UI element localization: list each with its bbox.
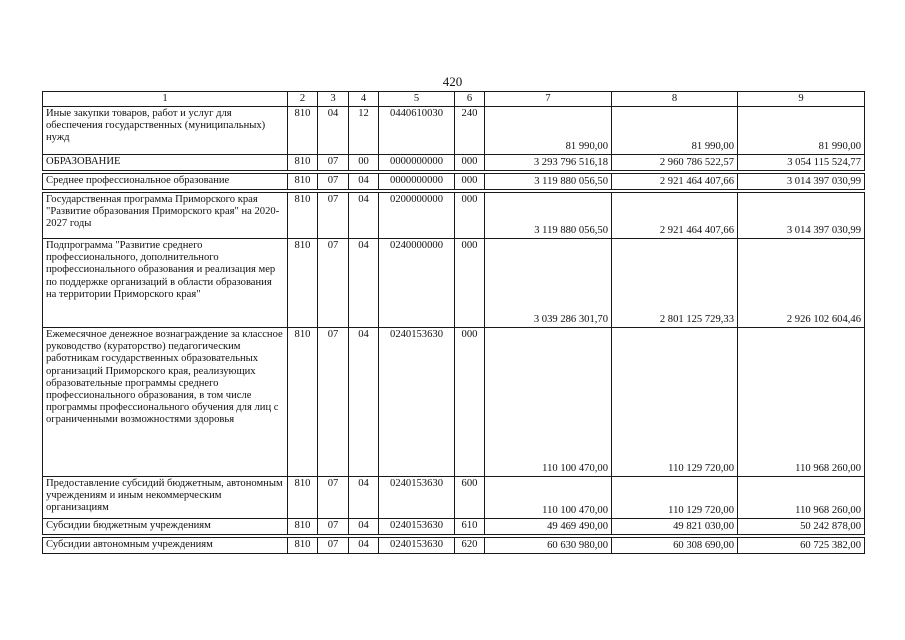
row-code-6: 000 [455,328,485,477]
row-code-6: 600 [455,477,485,519]
row-value-8: 2 960 786 522,57 [612,155,738,171]
row-value-9: 81 990,00 [738,107,865,155]
row-code-5: 0240153630 [379,328,455,477]
row-code-4: 04 [349,477,379,519]
row-code-6: 000 [455,239,485,328]
header-cell: 3 [318,92,349,107]
table-row [43,538,865,554]
row-value-9: 3 014 397 030,99 [738,174,865,190]
row-value-7: 49 469 490,00 [485,519,612,535]
row-value-8: 110 129 720,00 [612,477,738,519]
row-value-8: 2 801 125 729,33 [612,239,738,328]
row-name: Иные закупки товаров, работ и услуг для обеспечения государственных (муниципальных) нужд [43,107,288,155]
row-code-5: 0240153630 [379,538,455,554]
row-code-3: 04 [318,107,349,155]
row-name: Государственная программа Приморского края "Развитие образования Приморского края" на 2020-2027 годы [43,193,288,239]
row-code-2: 810 [288,155,318,171]
row-code-5: 0440610030 [379,107,455,155]
header-cell: 1 [43,92,288,107]
row-code-5: 0240000000 [379,239,455,328]
row-code-3: 07 [318,239,349,328]
row-value-7: 60 630 980,00 [485,538,612,554]
header-cell: 5 [379,92,455,107]
row-value-7: 3 039 286 301,70 [485,239,612,328]
table-row [43,155,865,171]
row-code-2: 810 [288,477,318,519]
table-row [43,193,865,239]
row-name: Среднее профессиональное образование [43,174,288,190]
row-name: ОБРАЗОВАНИЕ [43,155,288,171]
page-number: 420 [442,74,463,89]
row-code-2: 810 [288,107,318,155]
row-value-8: 60 308 690,00 [612,538,738,554]
row-value-7: 3 293 796 516,18 [485,155,612,171]
row-value-8: 2 921 464 407,66 [612,193,738,239]
row-code-5: 0200000000 [379,193,455,239]
row-name: Субсидии автономным учреждениям [43,538,288,554]
row-value-7: 3 119 880 056,50 [485,193,612,239]
row-code-3: 07 [318,174,349,190]
row-value-9: 3 014 397 030,99 [738,193,865,239]
header-cell: 4 [349,92,379,107]
row-code-6: 620 [455,538,485,554]
row-value-8: 81 990,00 [612,107,738,155]
table-row [43,477,865,519]
row-code-5: 0240153630 [379,519,455,535]
row-code-5: 0000000000 [379,174,455,190]
row-name: Предоставление субсидий бюджетным, автономным учреждениям и иным некоммерческим организациям [43,477,288,519]
row-code-5: 0000000000 [379,155,455,171]
row-value-9: 60 725 382,00 [738,538,865,554]
row-code-6: 000 [455,174,485,190]
row-code-2: 810 [288,193,318,239]
table-row [43,174,865,190]
row-code-4: 04 [349,328,379,477]
row-value-7: 110 100 470,00 [485,477,612,519]
row-code-2: 810 [288,538,318,554]
row-value-9: 3 054 115 524,77 [738,155,865,171]
row-value-8: 110 129 720,00 [612,328,738,477]
header-row [43,92,865,107]
row-code-3: 07 [318,193,349,239]
row-name: Подпрограмма "Развитие среднего профессионального, дополнительного профессионального образования и реализация мер по поддержке организаций в области образования на территории Приморского края" [43,239,288,328]
row-value-9: 50 242 878,00 [738,519,865,535]
budget-table [42,91,865,554]
row-code-3: 07 [318,519,349,535]
header-cell: 2 [288,92,318,107]
row-code-6: 610 [455,519,485,535]
row-value-9: 110 968 260,00 [738,477,865,519]
row-code-6: 000 [455,155,485,171]
row-code-4: 04 [349,174,379,190]
row-code-2: 810 [288,328,318,477]
row-value-9: 110 968 260,00 [738,328,865,477]
row-value-8: 2 921 464 407,66 [612,174,738,190]
row-code-4: 04 [349,519,379,535]
row-code-3: 07 [318,477,349,519]
header-cell: 9 [738,92,865,107]
row-value-9: 2 926 102 604,46 [738,239,865,328]
header-cell: 7 [485,92,612,107]
row-value-7: 110 100 470,00 [485,328,612,477]
table-row [43,328,865,477]
row-code-4: 04 [349,538,379,554]
row-code-4: 04 [349,239,379,328]
row-code-6: 240 [455,107,485,155]
row-code-4: 12 [349,107,379,155]
row-code-2: 810 [288,174,318,190]
row-value-7: 3 119 880 056,50 [485,174,612,190]
table-row [43,519,865,535]
table-row [43,239,865,328]
row-code-5: 0240153630 [379,477,455,519]
header-cell: 6 [455,92,485,107]
row-code-3: 07 [318,538,349,554]
table-row [43,107,865,155]
row-name: Ежемесячное денежное вознаграждение за классное руководство (кураторство) педагогическим работникам государственных образовательных организаций Приморского края, реализующих образовательные программы среднего профессионального образования, в том числе программы профессионального обучения для лиц с ограниченными возможностями здоровья [43,328,288,477]
row-code-2: 810 [288,239,318,328]
row-code-2: 810 [288,519,318,535]
row-code-6: 000 [455,193,485,239]
header-cell: 8 [612,92,738,107]
row-value-7: 81 990,00 [485,107,612,155]
row-value-8: 49 821 030,00 [612,519,738,535]
row-code-4: 00 [349,155,379,171]
row-code-3: 07 [318,155,349,171]
row-code-4: 04 [349,193,379,239]
row-code-3: 07 [318,328,349,477]
row-name: Субсидии бюджетным учреждениям [43,519,288,535]
